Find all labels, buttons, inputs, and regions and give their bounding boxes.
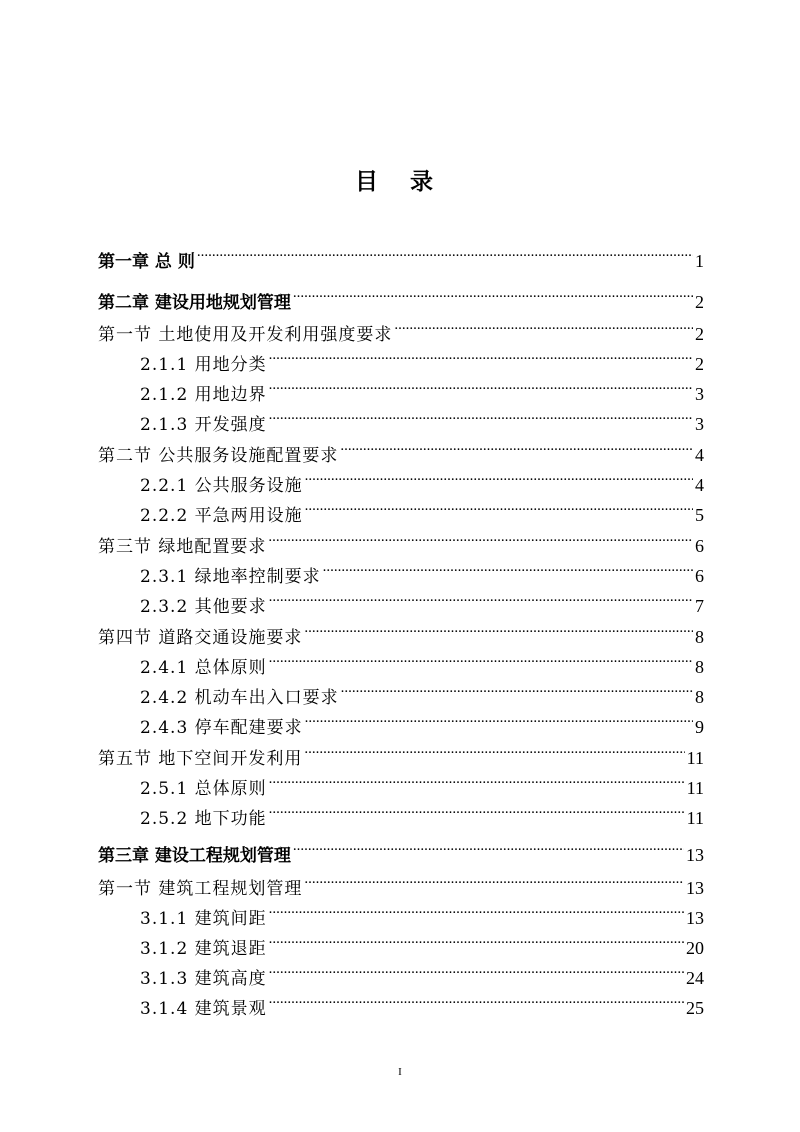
toc-entry-page-number: 4 (695, 475, 704, 495)
toc-dot-leader (197, 237, 693, 267)
toc-dot-leader (269, 582, 693, 612)
toc-entry-page-number: 13 (686, 845, 704, 865)
toc-entry[interactable] (98, 522, 704, 557)
toc-dot-leader (304, 613, 693, 643)
toc-entry-page-number: 25 (686, 998, 704, 1018)
toc-entry-label: 2.1.3 开发强度 (140, 415, 267, 435)
toc-dot-leader (293, 831, 684, 861)
toc-entry-page-number: 7 (695, 596, 704, 616)
toc-dot-leader (269, 764, 685, 794)
toc-entry[interactable] (140, 954, 704, 989)
toc-entry[interactable] (140, 924, 704, 959)
toc-dot-leader (394, 310, 693, 340)
toc-entry-label: 2.3.1 绿地率控制要求 (140, 567, 321, 587)
toc-entry-label: 3.1.2 建筑退距 (140, 939, 267, 959)
toc-entry[interactable] (140, 764, 704, 799)
toc-dot-leader (323, 552, 693, 582)
toc-dot-leader (293, 278, 693, 308)
toc-entry-label: 2.1.2 用地边界 (140, 385, 267, 405)
toc-entry-label: 第四节 道路交通设施要求 (98, 628, 303, 648)
toc-entry-page-number: 9 (695, 717, 704, 737)
toc-entry-label: 2.5.1 总体原则 (140, 779, 267, 799)
toc-dot-leader (305, 703, 693, 733)
toc-entry-page-number: 13 (686, 878, 704, 898)
toc-entry[interactable] (140, 984, 704, 1019)
toc-dot-leader (305, 461, 693, 491)
toc-entry-page-number: 13 (686, 908, 704, 928)
toc-dot-leader (304, 734, 684, 764)
footer-page-number: I (398, 1066, 402, 1078)
toc-entry-page-number: 8 (695, 627, 704, 647)
toc-entry-page-number: 2 (695, 292, 704, 312)
toc-entry-label: 第三章 建设工程规划管理 (98, 846, 291, 866)
toc-entry-label: 2.5.2 地下功能 (140, 809, 267, 829)
toc-dot-leader (269, 340, 693, 370)
toc-entry[interactable] (140, 552, 704, 587)
toc-entry-page-number: 3 (695, 414, 704, 434)
toc-entry-page-number: 3 (695, 384, 704, 404)
toc-entry[interactable] (140, 643, 704, 678)
toc-entry-page-number: 2 (695, 324, 704, 344)
toc-entry-label: 3.1.4 建筑景观 (140, 999, 267, 1019)
toc-dot-leader (268, 522, 693, 552)
toc-entry[interactable] (98, 310, 704, 345)
toc-entry-page-number: 11 (686, 778, 704, 798)
toc-entry-label: 2.2.1 公共服务设施 (140, 476, 303, 496)
toc-entry[interactable] (140, 703, 704, 738)
toc-entry-label: 第二节 公共服务设施配置要求 (98, 446, 339, 466)
toc-entry-label: 2.4.1 总体原则 (140, 658, 267, 678)
toc-dot-leader (269, 954, 684, 984)
toc-entry-label: 2.2.2 平急两用设施 (140, 506, 303, 526)
toc-entry[interactable] (140, 370, 704, 405)
toc-entry[interactable] (98, 431, 704, 466)
toc-dot-leader (269, 984, 684, 1014)
toc-entry-page-number: 8 (695, 657, 704, 677)
toc-entry[interactable] (140, 461, 704, 496)
toc-dot-leader (269, 643, 693, 673)
toc-entry[interactable] (140, 491, 704, 526)
toc-dot-leader (269, 794, 685, 824)
toc-entry-page-number: 11 (686, 748, 704, 768)
toc-entry-label: 2.4.3 停车配建要求 (140, 718, 303, 738)
toc-entry-page-number: 8 (695, 687, 704, 707)
toc-entry-page-number: 4 (695, 445, 704, 465)
toc-entry-label: 第三节 绿地配置要求 (98, 537, 267, 557)
toc-entry-page-number: 24 (686, 968, 704, 988)
toc-entry[interactable] (98, 237, 704, 272)
toc-dot-leader (269, 370, 693, 400)
toc-dot-leader (341, 673, 693, 703)
toc-entry-page-number: 6 (695, 536, 704, 556)
toc-entry[interactable] (98, 278, 704, 313)
toc-entry[interactable] (98, 864, 704, 899)
toc-entry-label: 第一节 土地使用及开发利用强度要求 (98, 325, 393, 345)
toc-entry-page-number: 2 (695, 354, 704, 374)
toc-entry-page-number: 5 (695, 505, 704, 525)
toc-entry-label: 2.3.2 其他要求 (140, 597, 267, 617)
toc-entry[interactable] (140, 582, 704, 617)
toc-dot-leader (269, 400, 693, 430)
toc-entry-label: 第二章 建设用地规划管理 (98, 293, 291, 313)
toc-dot-leader (340, 431, 693, 461)
toc-entry[interactable] (140, 794, 704, 829)
toc-entry-label: 2.4.2 机动车出入口要求 (140, 688, 339, 708)
toc-entry-page-number: 6 (695, 566, 704, 586)
toc-dot-leader (304, 864, 684, 894)
toc-entry[interactable] (98, 613, 704, 648)
toc-entry-label: 3.1.3 建筑高度 (140, 969, 267, 989)
toc-entry-label: 3.1.1 建筑间距 (140, 909, 267, 929)
toc-entry-page-number: 11 (686, 808, 704, 828)
toc-entry-label: 第一章 总 则 (98, 252, 195, 272)
toc-dot-leader (305, 491, 693, 521)
toc-entry[interactable] (140, 400, 704, 435)
toc-dot-leader (269, 894, 684, 924)
toc-dot-leader (269, 924, 684, 954)
toc-entry-label: 2.1.1 用地分类 (140, 355, 267, 375)
toc-entry[interactable] (98, 734, 704, 769)
toc-entry-page-number: 1 (695, 251, 704, 271)
toc-title: 目 录 (354, 169, 445, 195)
toc-entry-label: 第一节 建筑工程规划管理 (98, 879, 303, 899)
toc-entry[interactable] (140, 340, 704, 375)
toc-entry[interactable] (98, 831, 704, 866)
toc-entry-label: 第五节 地下空间开发利用 (98, 749, 303, 769)
toc-entry[interactable] (140, 673, 704, 708)
toc-entry-page-number: 20 (686, 938, 704, 958)
toc-entry[interactable] (140, 894, 704, 929)
